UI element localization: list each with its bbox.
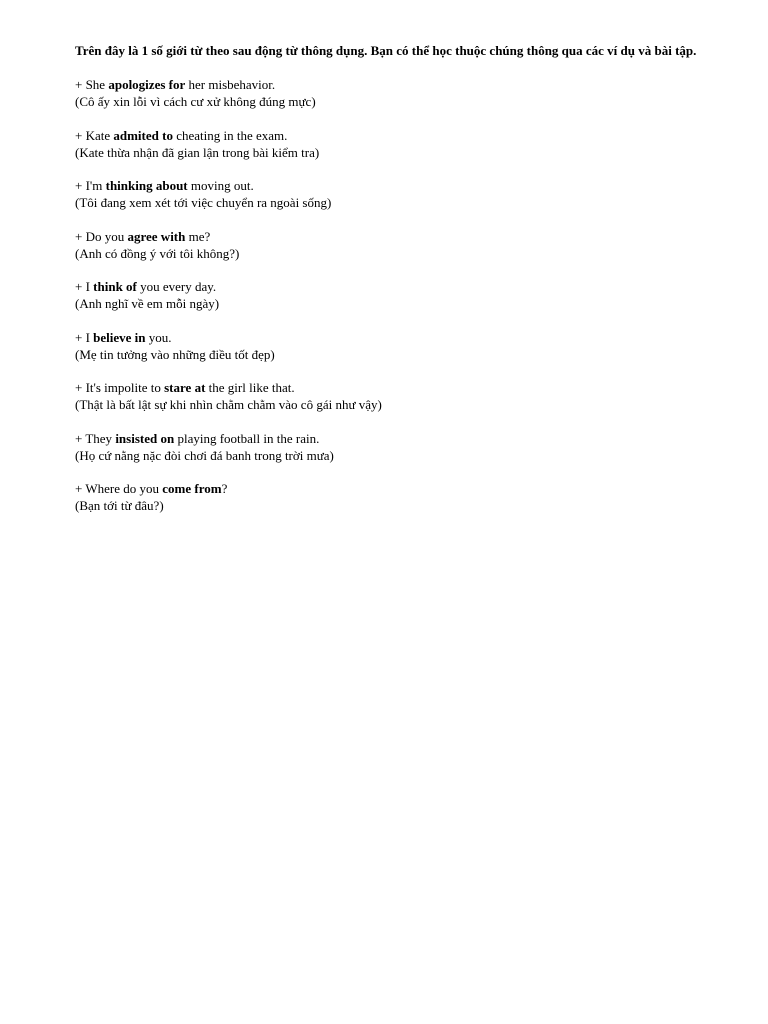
sentence-prefix: + I	[75, 329, 94, 345]
verb-preposition-phrase: stare at	[164, 380, 206, 395]
example-sentence	[75, 76, 705, 93]
sentence-suffix: cheating in the exam.	[172, 127, 288, 143]
sentence-suffix: the girl like that.	[205, 380, 295, 395]
example-entry	[75, 480, 705, 514]
example-translation: (Mẹ tin tưởng vào những điều tốt đẹp)	[75, 346, 275, 362]
example-entry	[75, 329, 705, 363]
example-sentence	[75, 177, 705, 194]
sentence-prefix: + I'm	[75, 178, 106, 193]
example-entry	[75, 228, 705, 262]
example-sentence	[75, 379, 705, 396]
example-entry	[75, 76, 705, 110]
sentence-suffix: playing football in the rain.	[174, 430, 320, 446]
verb-preposition-phrase: agree with	[127, 228, 186, 244]
sentence-prefix: + She	[75, 77, 109, 92]
example-sentence	[75, 278, 705, 295]
verb-preposition-phrase: apologizes for	[108, 77, 186, 92]
example-translation: (Kate thừa nhận đã gian lận trong bài kiểm tra)	[75, 144, 320, 160]
verb-preposition-phrase: thinking about	[105, 178, 188, 193]
example-translation: (Thật là bất lật sự khi nhìn chằm chằm vào cô gái như vậy)	[75, 397, 382, 412]
sentence-suffix: her misbehavior.	[185, 77, 276, 92]
verb-preposition-phrase: admited to	[113, 127, 173, 143]
intro-paragraph: Trên đây là 1 số giới từ theo sau động từ thông dụng. Bạn có thể học thuộc chúng thông qua các ví dụ và bài tập.	[75, 43, 697, 58]
example-entry	[75, 379, 705, 413]
sentence-suffix: moving out.	[187, 178, 254, 193]
sentence-suffix: ?	[221, 481, 228, 496]
sentence-prefix: + They	[75, 430, 116, 446]
example-entry	[75, 177, 705, 211]
verb-preposition-phrase: insisted on	[115, 430, 175, 446]
verb-preposition-phrase: think of	[93, 279, 137, 294]
example-translation: (Họ cứ nằng nặc đòi chơi đá banh trong trời mưa)	[75, 447, 334, 463]
example-sentence	[75, 228, 705, 245]
sentence-suffix: you.	[145, 329, 172, 345]
sentence-prefix: + I	[75, 279, 94, 294]
example-sentence	[75, 430, 705, 447]
sentence-suffix: you every day.	[136, 279, 217, 294]
example-entry	[75, 430, 705, 464]
example-entry	[75, 127, 705, 161]
sentence-prefix: + Do you	[75, 228, 128, 244]
verb-preposition-phrase: come from	[162, 481, 222, 496]
document-page	[75, 42, 705, 531]
example-sentence	[75, 127, 705, 144]
example-sentence	[75, 480, 705, 497]
example-translation: (Tôi đang xem xét tới việc chuyển ra ngoài sống)	[75, 195, 332, 210]
example-translation: (Anh có đồng ý với tôi không?)	[75, 245, 240, 261]
example-translation: (Anh nghĩ về em mỗi ngày)	[75, 296, 220, 311]
example-translation: (Cô ấy xin lỗi vì cách cư xử không đúng mực)	[75, 94, 316, 109]
example-translation: (Bạn tới từ đâu?)	[75, 498, 164, 513]
sentence-prefix: + Kate	[75, 127, 114, 143]
example-sentence	[75, 329, 705, 346]
sentence-prefix: + Where do you	[75, 481, 163, 496]
sentence-suffix: me?	[185, 228, 211, 244]
example-entry	[75, 278, 705, 312]
verb-preposition-phrase: believe in	[93, 329, 146, 345]
sentence-prefix: + It's impolite to	[75, 380, 165, 395]
